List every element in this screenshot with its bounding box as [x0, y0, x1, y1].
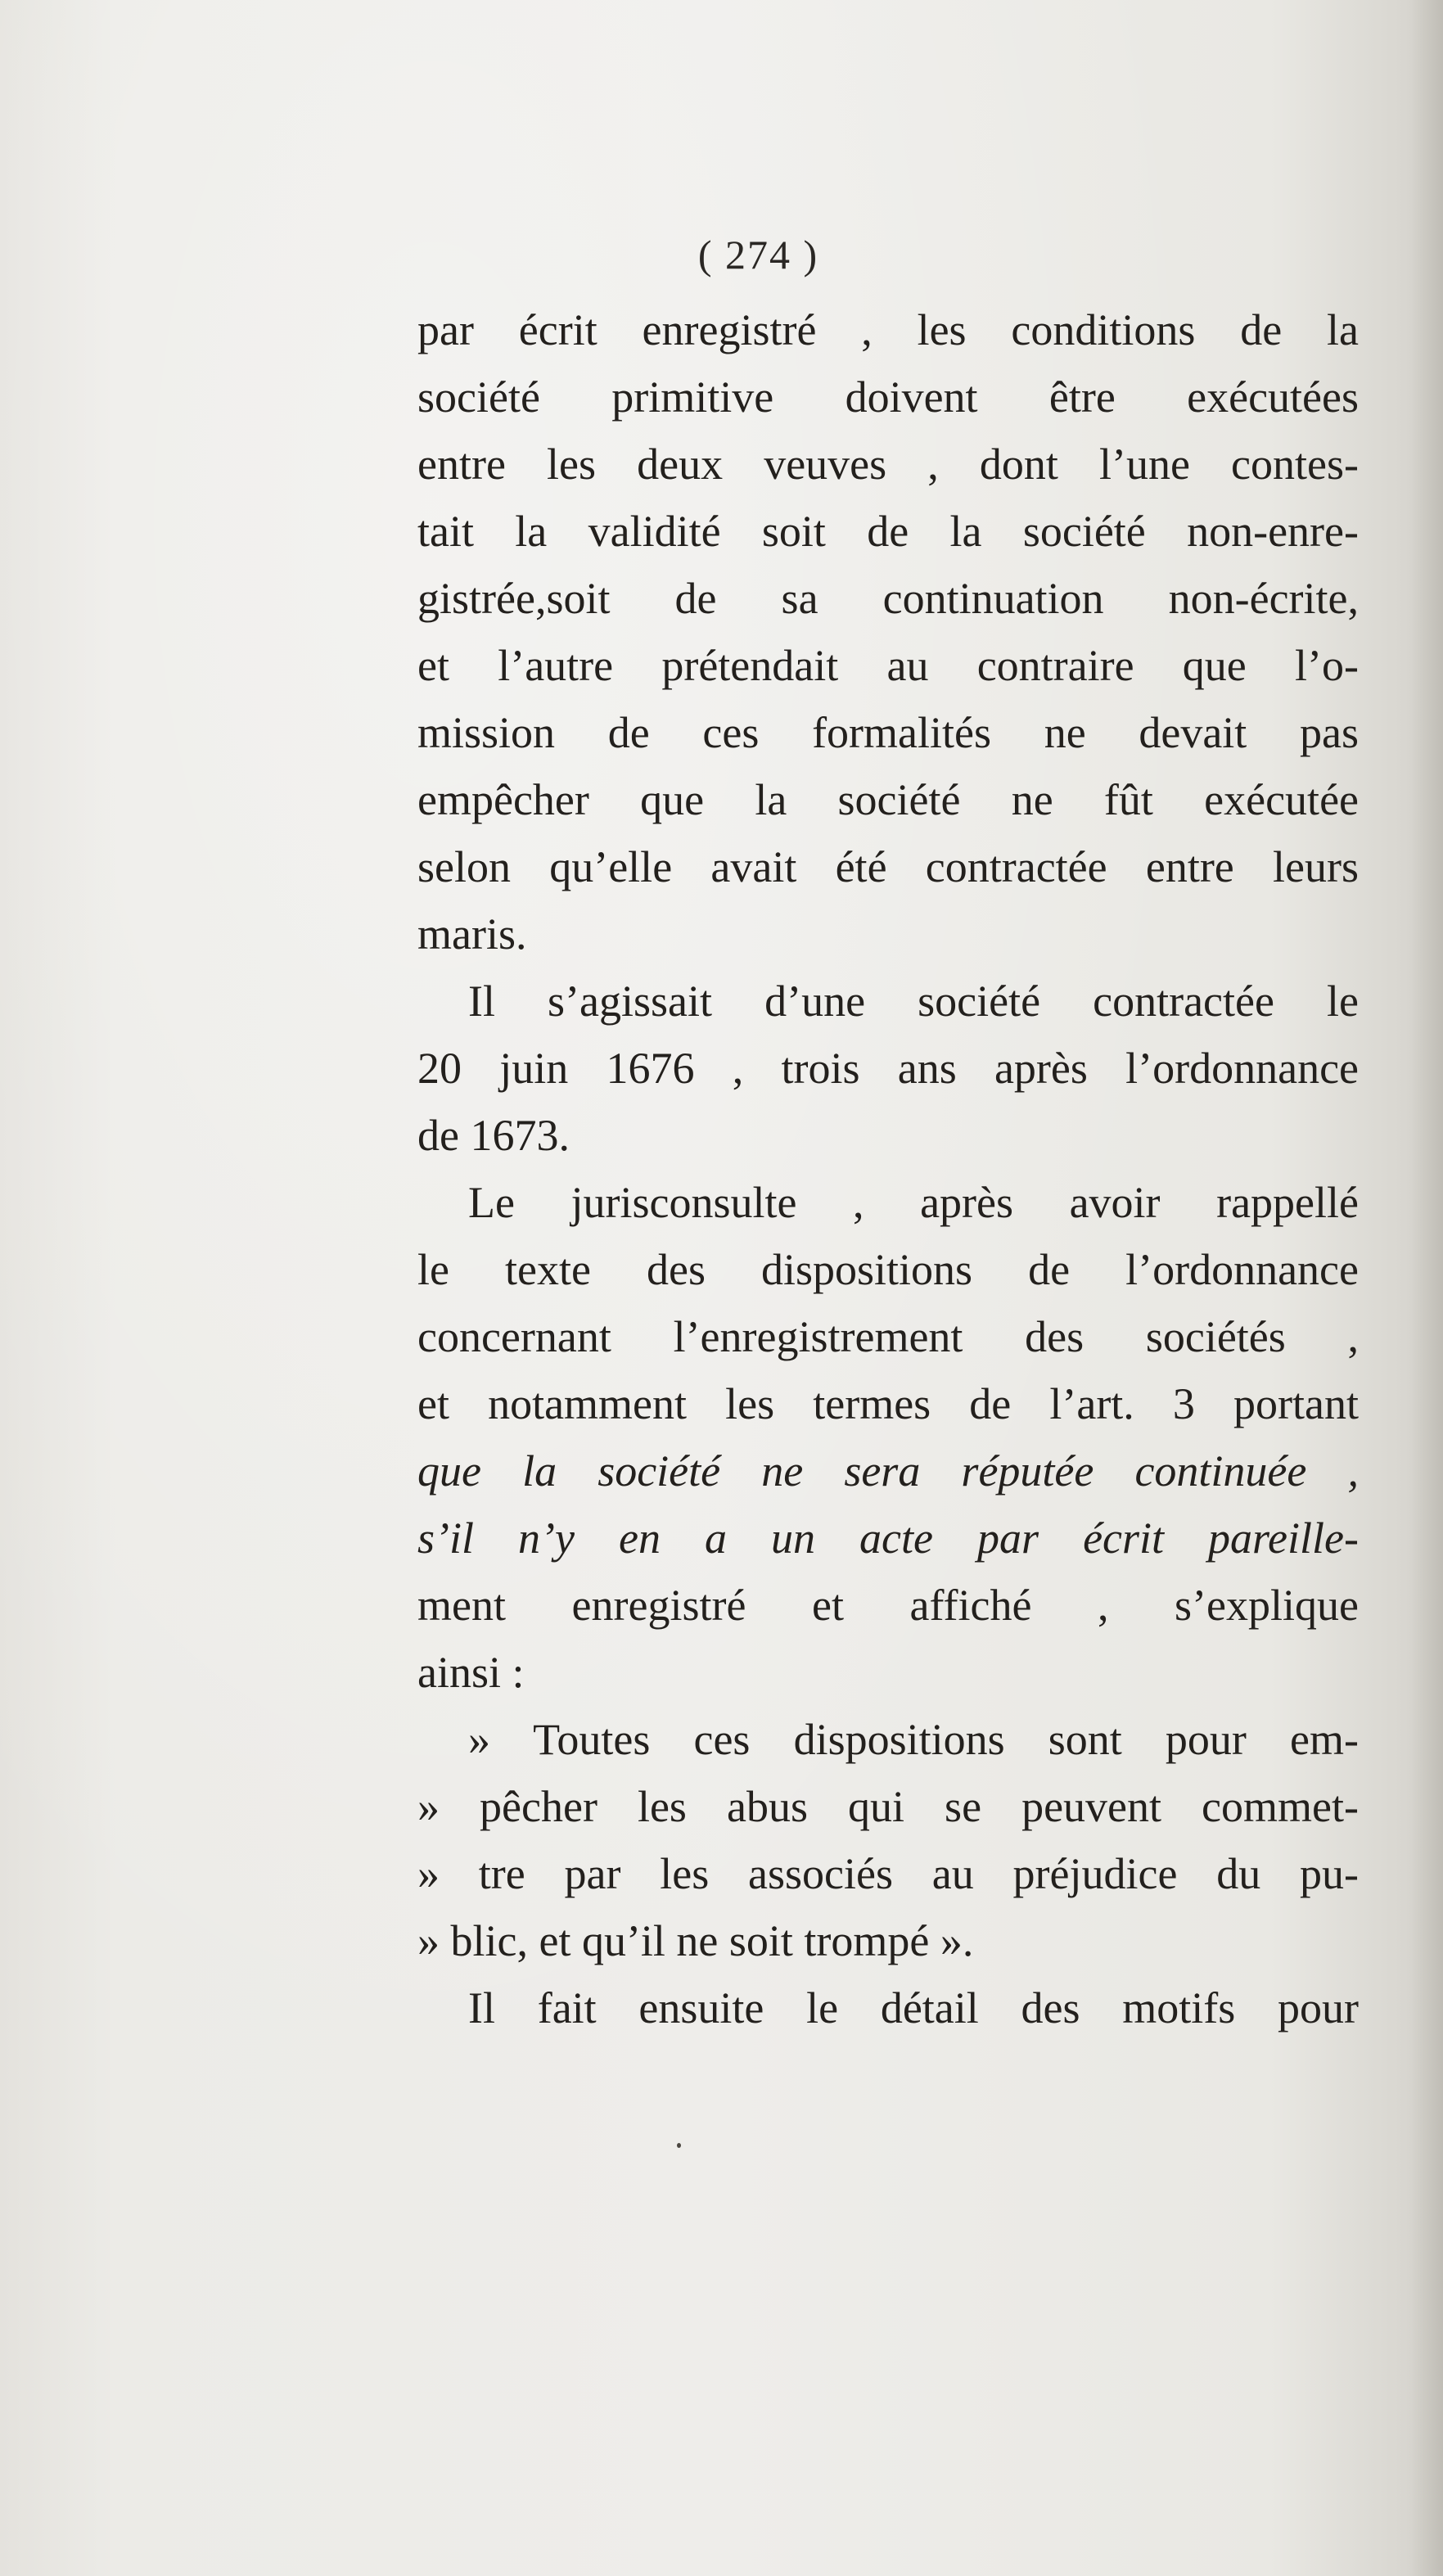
quotation-line: » Toutes ces dispositions sont pour em- — [468, 1715, 1359, 1764]
quoted-article-line: que la société ne sera réputée continuée , — [417, 1446, 1359, 1496]
text-line: entre les deux veuves , dont l’une contes- — [417, 440, 1359, 489]
text-line: ment enregistré et affiché , s’explique — [417, 1581, 1359, 1630]
text-line: de 1673. — [417, 1111, 570, 1160]
quotation-line: » tre par les associés au préjudice du pu- — [417, 1849, 1359, 1898]
quoted-article-line: s’il n’y en a un acte par écrit pareille- — [417, 1514, 1359, 1563]
page-edge-shadow — [1410, 0, 1443, 2576]
quotation-line: » pêcher les abus qui se peuvent commet- — [417, 1782, 1359, 1831]
quotation-line: » blic, et qu’il ne soit trompé ». — [417, 1916, 974, 1965]
text-line: et notamment les termes de l’art. 3 portant — [417, 1379, 1359, 1428]
text-line: concernant l’enregistrement des sociétés , — [417, 1312, 1359, 1361]
body-text — [417, 296, 1359, 2041]
text-line: le texte des dispositions de l’ordonnance — [417, 1245, 1359, 1294]
text-line: ainsi : — [417, 1648, 525, 1697]
text-line: gistrée,soit de sa continuation non-écrite, — [417, 574, 1359, 623]
text-line: selon qu’elle avait été contractée entre leurs — [417, 842, 1359, 891]
text-line: société primitive doivent être exécutées — [417, 372, 1359, 422]
text-line: et l’autre prétendait au contraire que l’o- — [417, 641, 1359, 690]
text-line: par écrit enregistré , les conditions de la — [417, 305, 1359, 354]
text-line: Il s’agissait d’une société contractée le — [468, 977, 1359, 1026]
text-line: empêcher que la société ne fût exécutée — [417, 775, 1359, 824]
ink-dot — [677, 2143, 681, 2148]
text-line: Il fait ensuite le détail des motifs pour — [468, 1983, 1359, 2032]
text-line: Le jurisconsulte , après avoir rappellé — [468, 1178, 1359, 1227]
text-line: 20 juin 1676 , trois ans après l’ordonnance — [417, 1044, 1359, 1093]
page-number: ( 274 ) — [697, 232, 819, 277]
text-line: tait la validité soit de la société non-enre- — [417, 507, 1359, 556]
text-line: maris. — [417, 909, 527, 959]
text-line: mission de ces formalités ne devait pas — [417, 708, 1359, 757]
